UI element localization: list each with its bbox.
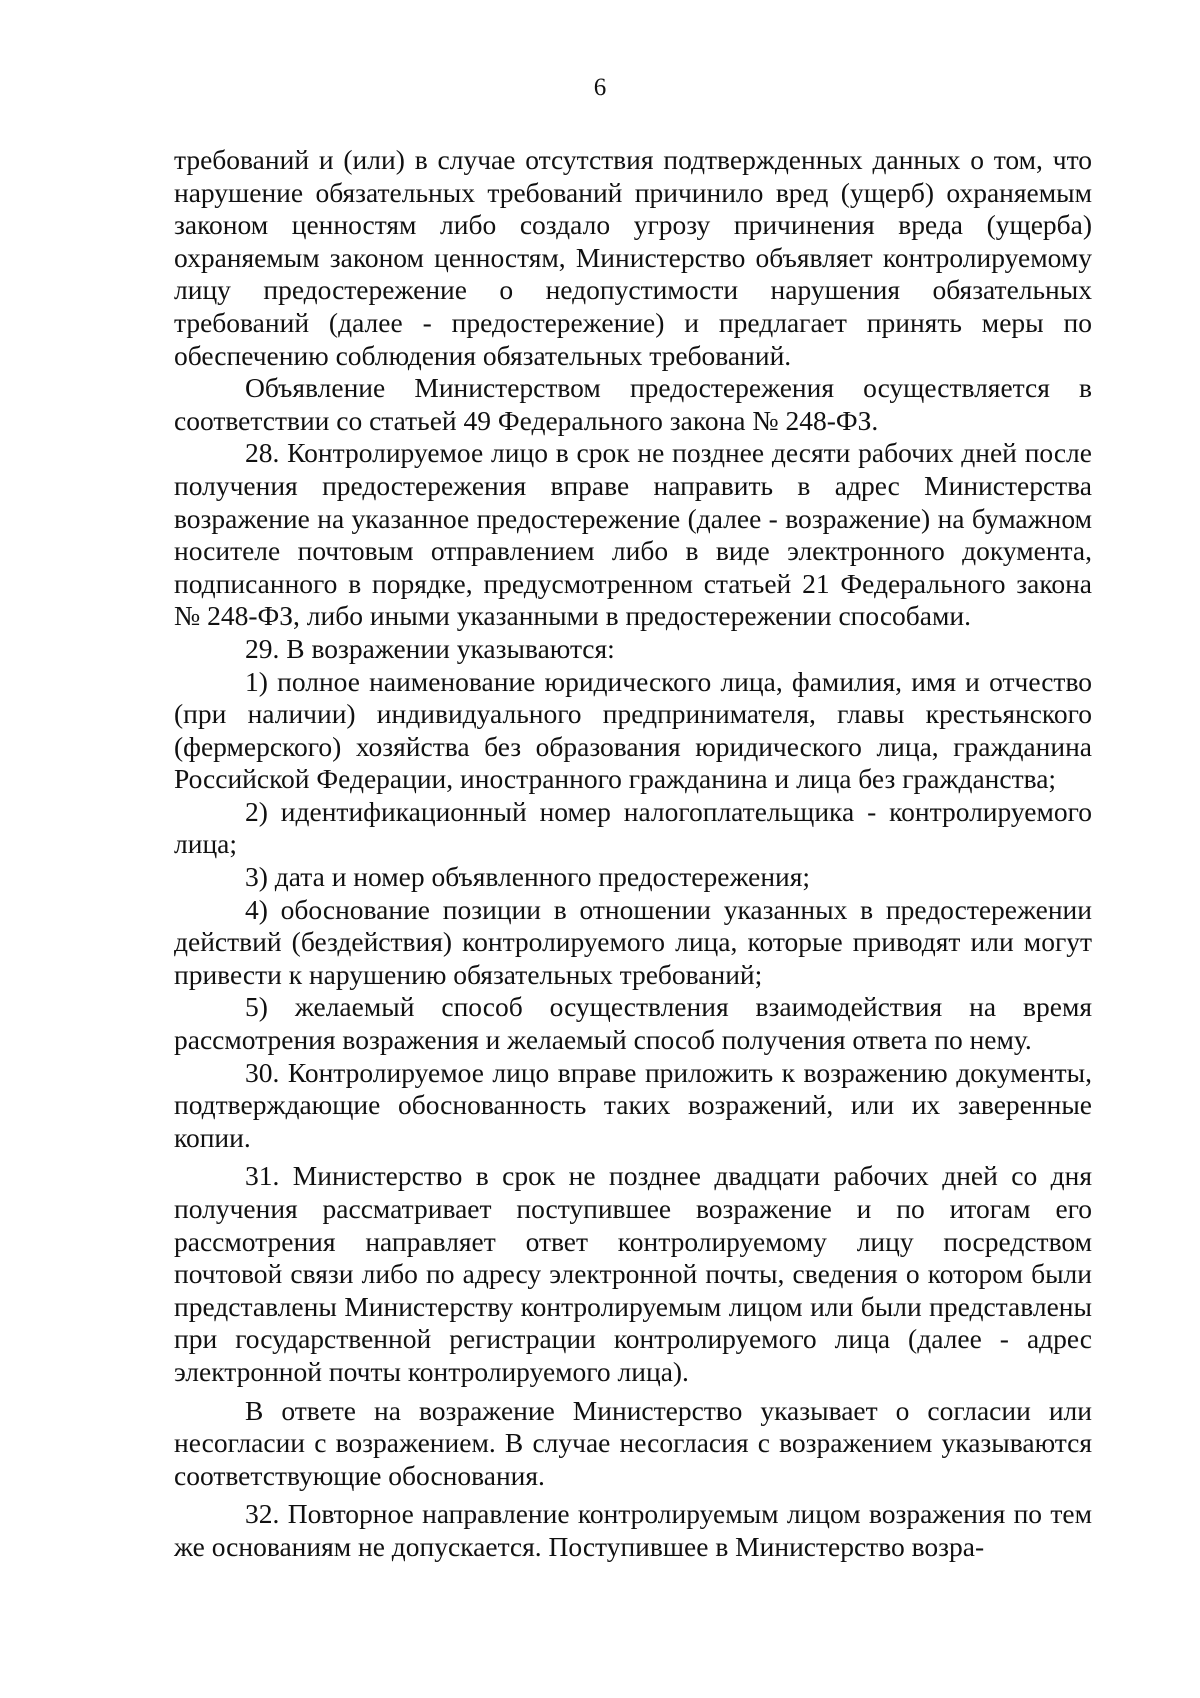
paragraph-continuation: требований и (или) в случае отсутствия подтвержденных данных о том, что нарушение обязательных требований причинило вред (ущерб) охраняемым законом ценностям либо создало угрозу причинения вреда (ущерба) охраняемым законом ценностям, Министерство объявляет контролируемому лицу предостережение о недопустимости нарушения обязательных требований (далее - предостережение) и предлагает принять меры по обеспечению соблюдения обязательных требований. — [174, 144, 1092, 371]
paragraph-item-29: 29. В возражении указываются: — [245, 632, 615, 664]
paragraph-subitem-1: 1) полное наименование юридического лица, фамилия, имя и отчество (при наличии) индивидуального предпринимателя, главы крестьянского (фермерского) хозяйства без образования юридического лица, гражданина Российской Федерации, иностранного гражданина и лица без гражданства; — [174, 665, 1092, 795]
paragraph-response-content: В ответе на возражение Министерство указывает о согласии или несогласии с возражением. В случае несогласия с возражением указываются соответствующие обоснования. — [174, 1394, 1092, 1491]
paragraph-item-31: 31. Министерство в срок не позднее двадцати рабочих дней со дня получения рассматривает поступившее возражение и по итогам его рассмотрения направляет ответ контролируемому лицу посредством почтовой связи либо по адресу электронной почты, сведения о котором были представлены Министерству контролируемым лицом или были представлены при государственной регистрации контролируемого лица (далее - адрес электронной почты контролируемого лица). — [174, 1160, 1092, 1387]
paragraph-subitem-3: 3) дата и номер объявленного предостережения; — [245, 861, 811, 893]
paragraph-warning-announcement: Объявление Министерством предостережения осуществляется в соответствии со статьей 49 Федерального закона № 248-ФЗ. — [174, 372, 1092, 436]
paragraph-item-30: 30. Контролируемое лицо вправе приложить к возражению документы, подтверждающие обоснованность таких возражений, или их заверенные копии. — [174, 1056, 1092, 1153]
document-body — [174, 144, 1092, 1564]
paragraph-item-28: 28. Контролируемое лицо в срок не позднее десяти рабочих дней после получения предостережения вправе направить в адрес Министерства возражение на указанное предостережение (далее - возражение) на бумажном носителе почтовым отправлением либо в виде электронного документа, подписанного в порядке, предусмотренном статьей 21 Федерального закона № 248-ФЗ, либо иными указанными в предостережении способами. — [174, 437, 1092, 632]
page-number: 6 — [593, 74, 607, 101]
paragraph-subitem-5: 5) желаемый способ осуществления взаимодействия на время рассмотрения возражения и желаемый способ получения ответа по нему. — [174, 991, 1092, 1056]
paragraph-item-32: 32. Повторное направление контролируемым лицом возражения по тем же основаниям не допускается. Поступившее в Министерство возра- — [174, 1498, 1092, 1562]
paragraph-subitem-4: 4) обоснование позиции в отношении указанных в предостережении действий (бездействия) контролируемого лица, которые приводят или могут привести к нарушению обязательных требований; — [174, 893, 1092, 990]
paragraph-subitem-2: 2) идентификационный номер налогоплательщика - контролируемого лица; — [174, 795, 1092, 860]
